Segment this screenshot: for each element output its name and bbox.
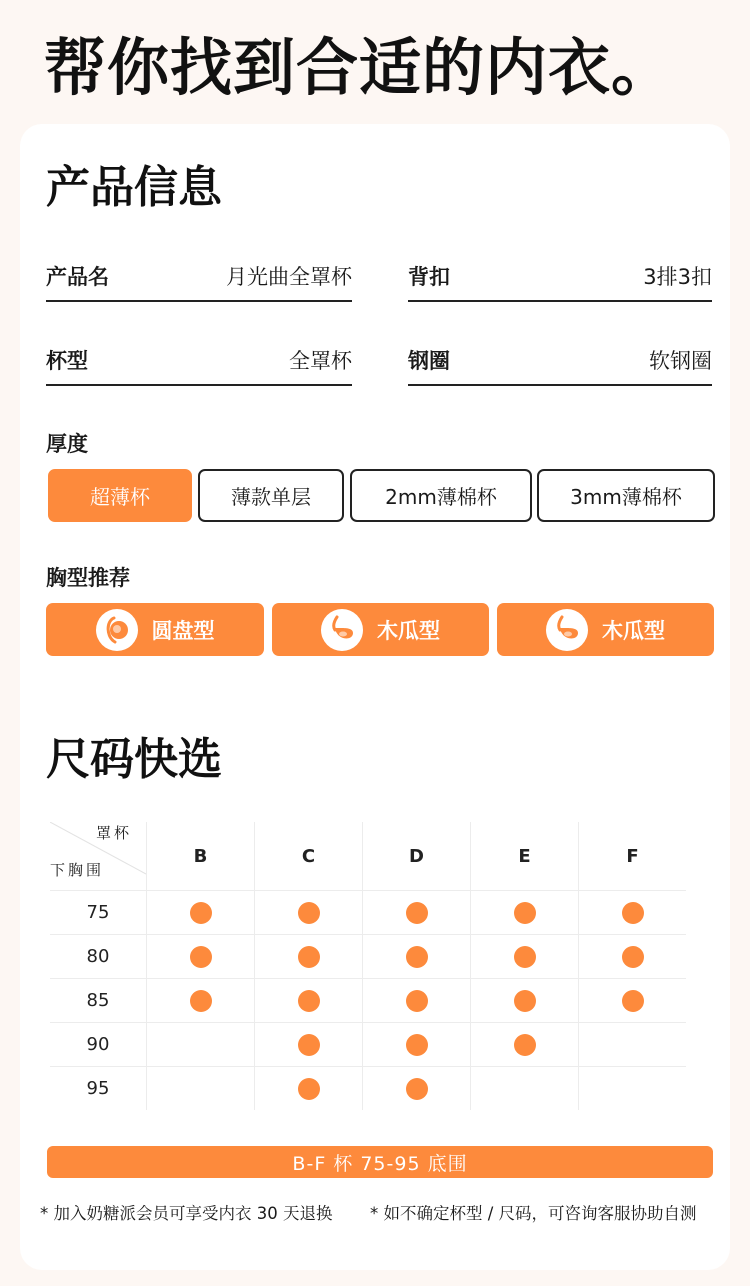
band-size-label: 90 xyxy=(86,1034,110,1055)
size-cell-95d[interactable] xyxy=(362,1067,470,1110)
size-available-dot[interactable] xyxy=(190,946,212,968)
size-cell-95c[interactable] xyxy=(254,1067,362,1110)
size-cell-80f[interactable] xyxy=(578,935,686,978)
chest-shape-label-text: 木瓜型 xyxy=(602,618,665,643)
cup-header-f: F xyxy=(578,822,686,890)
table-corner-cell xyxy=(50,822,146,890)
table-row xyxy=(50,978,686,1022)
size-cell-90b xyxy=(146,1023,254,1066)
size-cell-85c[interactable] xyxy=(254,979,362,1022)
size-cell-95e xyxy=(470,1067,578,1110)
chest-shape-papaya-2[interactable] xyxy=(497,603,714,656)
size-cell-75f[interactable] xyxy=(578,891,686,934)
info-row-product-name xyxy=(46,252,352,302)
info-value: 月光曲全罩杯 xyxy=(226,265,352,289)
size-available-dot[interactable] xyxy=(190,990,212,1012)
size-cell-80c[interactable] xyxy=(254,935,362,978)
info-key: 背扣 xyxy=(408,265,450,289)
corner-band-label: 下胸围 xyxy=(50,861,105,879)
size-available-dot[interactable] xyxy=(514,902,536,924)
page-title: 帮你找到合适的内衣。 xyxy=(44,31,675,104)
size-cell-95f xyxy=(578,1067,686,1110)
info-key: 钢圈 xyxy=(408,349,450,373)
size-cell-90f xyxy=(578,1023,686,1066)
info-value: 全罩杯 xyxy=(289,349,352,373)
size-cell-75e[interactable] xyxy=(470,891,578,934)
size-cell-80e[interactable] xyxy=(470,935,578,978)
band-size-label: 80 xyxy=(86,946,110,967)
size-cell-90c[interactable] xyxy=(254,1023,362,1066)
size-cell-85f[interactable] xyxy=(578,979,686,1022)
size-available-dot[interactable] xyxy=(622,946,644,968)
chest-shape-label-text: 圆盘型 xyxy=(151,618,215,643)
size-select-title: 尺码快选 xyxy=(46,734,222,785)
size-cell-75d[interactable] xyxy=(362,891,470,934)
size-cell-85b[interactable] xyxy=(146,979,254,1022)
size-available-dot[interactable] xyxy=(406,1034,428,1056)
size-available-dot[interactable] xyxy=(406,990,428,1012)
note-membership: * 加入奶糖派会员可享受内衣 30 天退换 xyxy=(40,1204,333,1223)
size-available-dot[interactable] xyxy=(298,1078,320,1100)
size-available-dot[interactable] xyxy=(298,990,320,1012)
papaya-chest-icon xyxy=(546,609,588,651)
size-cell-75b[interactable] xyxy=(146,891,254,934)
thickness-option-ultra-thin[interactable]: 超薄杯 xyxy=(48,469,192,522)
band-size-label: 75 xyxy=(86,902,110,923)
size-available-dot[interactable] xyxy=(190,902,212,924)
size-range-bar: B-F 杯 75-95 底围 xyxy=(47,1146,713,1178)
note-consult: * 如不确定杯型 / 尺码，可咨询客服协助自测 xyxy=(370,1204,697,1223)
size-available-dot[interactable] xyxy=(514,990,536,1012)
size-cell-75c[interactable] xyxy=(254,891,362,934)
size-available-dot[interactable] xyxy=(514,946,536,968)
table-row xyxy=(50,934,686,978)
corner-cup-label: 罩杯 xyxy=(95,824,132,842)
size-table xyxy=(50,822,686,1110)
size-available-dot[interactable] xyxy=(406,902,428,924)
size-available-dot[interactable] xyxy=(514,1034,536,1056)
table-row xyxy=(50,1022,686,1066)
size-cell-80b[interactable] xyxy=(146,935,254,978)
thickness-option-3mm[interactable]: 3mm薄棉杯 xyxy=(537,469,715,522)
info-row-cup-type xyxy=(46,336,352,386)
round-chest-icon xyxy=(96,609,138,651)
size-available-dot[interactable] xyxy=(298,902,320,924)
size-available-dot[interactable] xyxy=(622,990,644,1012)
chest-shape-label-text: 木瓜型 xyxy=(377,618,440,643)
cup-header-e: E xyxy=(470,822,578,890)
size-available-dot[interactable] xyxy=(298,946,320,968)
size-cell-85d[interactable] xyxy=(362,979,470,1022)
chest-shape-label: 胸型推荐 xyxy=(46,566,130,590)
product-info-title: 产品信息 xyxy=(46,162,222,213)
size-available-dot[interactable] xyxy=(406,946,428,968)
info-key: 杯型 xyxy=(46,349,88,373)
papaya-chest-icon xyxy=(321,609,363,651)
size-cell-90d[interactable] xyxy=(362,1023,470,1066)
size-cell-95b xyxy=(146,1067,254,1110)
thickness-label: 厚度 xyxy=(46,432,88,456)
chest-shape-round[interactable] xyxy=(46,603,264,656)
size-available-dot[interactable] xyxy=(622,902,644,924)
info-value: 软钢圈 xyxy=(649,349,712,373)
cup-header-d: D xyxy=(362,822,470,890)
table-row xyxy=(50,1066,686,1110)
size-cell-85e[interactable] xyxy=(470,979,578,1022)
size-available-dot[interactable] xyxy=(298,1034,320,1056)
info-row-back-clasp xyxy=(408,252,712,302)
size-cell-80d[interactable] xyxy=(362,935,470,978)
table-row xyxy=(50,890,686,934)
size-available-dot[interactable] xyxy=(406,1078,428,1100)
size-cell-90e[interactable] xyxy=(470,1023,578,1066)
band-size-label: 95 xyxy=(86,1078,110,1099)
info-row-underwire xyxy=(408,336,712,386)
info-value: 3排3扣 xyxy=(643,265,712,289)
cup-header-b: B xyxy=(146,822,254,890)
thickness-option-2mm[interactable]: 2mm薄棉杯 xyxy=(350,469,532,522)
thickness-option-thin-single[interactable]: 薄款单层 xyxy=(198,469,344,522)
band-size-label: 85 xyxy=(86,990,110,1011)
info-key: 产品名 xyxy=(46,265,109,289)
cup-header-c: C xyxy=(254,822,362,890)
size-table-header xyxy=(50,822,686,890)
chest-shape-papaya-1[interactable] xyxy=(272,603,489,656)
